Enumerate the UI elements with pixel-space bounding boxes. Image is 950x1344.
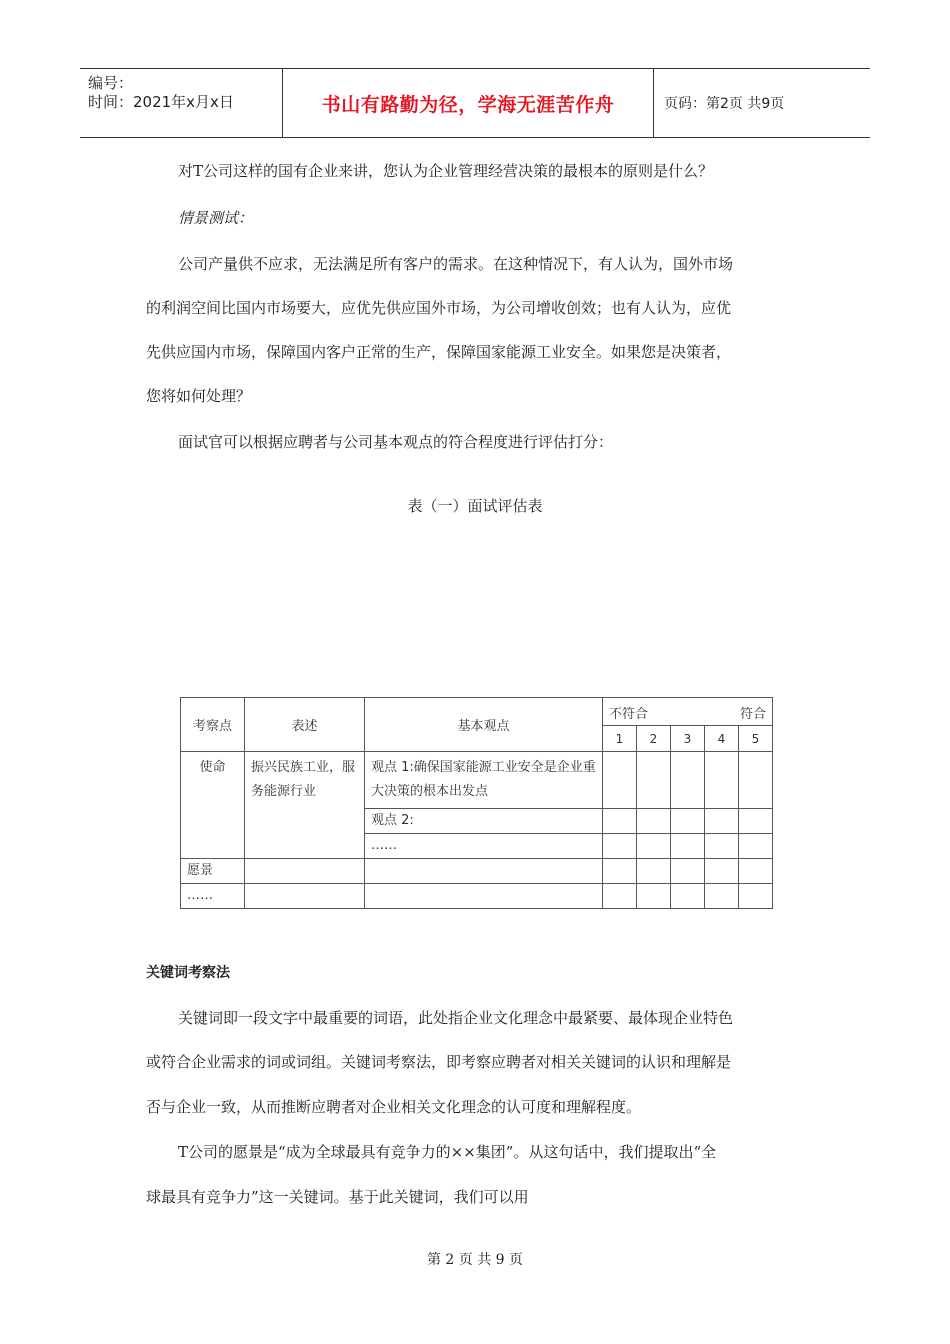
score-cell[interactable] bbox=[739, 859, 773, 884]
header-motto-cell bbox=[283, 69, 654, 137]
section-line-1: 关键词即一段文字中最重要的词语，此处指企业文化理念中最紧要、最体现企业特色 bbox=[178, 1009, 734, 1027]
score-cell[interactable] bbox=[671, 752, 705, 809]
score-cell[interactable] bbox=[637, 859, 671, 884]
viewpoint-more: …… bbox=[365, 834, 603, 859]
page-header bbox=[80, 68, 870, 138]
mission-label: 使命 bbox=[181, 752, 245, 859]
scale-number: 3 bbox=[671, 726, 705, 752]
more-statement-cell[interactable] bbox=[245, 884, 365, 909]
scale-high-label: 符合 bbox=[739, 707, 766, 722]
evaluation-table bbox=[180, 697, 773, 909]
section-title: 关键词考察法 bbox=[146, 965, 230, 981]
question-paragraph: 对T公司这样的国有企业来讲，您认为企业管理经营决策的最根本的原则是什么？ bbox=[178, 162, 714, 180]
score-cell[interactable] bbox=[705, 752, 739, 809]
section-line-5: 球最具有竞争力”这一关键词。基于此关键词，我们可以用 bbox=[146, 1188, 529, 1206]
header-viewpoint: 基本观点 bbox=[365, 698, 603, 752]
section-line-3: 否与企业一致，从而推断应聘者对企业相关文化理念的认可度和理解程度。 bbox=[146, 1098, 642, 1116]
viewpoint-1: 观点 1:确保国家能源工业安全是企业重大决策的根本出发点 bbox=[365, 752, 603, 809]
score-cell[interactable] bbox=[603, 884, 637, 909]
section-line-2: 或符合企业需求的词或词组。关键词考察法，即考察应聘者对相关关键词的认识和理解是 bbox=[146, 1053, 732, 1071]
score-cell[interactable] bbox=[603, 834, 637, 859]
header-meta bbox=[80, 69, 283, 137]
table-caption: 表（一）面试评估表 bbox=[407, 497, 543, 515]
scenario-title: 情景测试： bbox=[178, 209, 254, 227]
scenario-line-1: 公司产量供不应求，无法满足所有客户的需求。在这种情况下，有人认为，国外市场 bbox=[178, 255, 734, 273]
score-cell[interactable] bbox=[739, 752, 773, 809]
mission-statement: 振兴民族工业，服务能源行业 bbox=[245, 752, 365, 859]
scale-number: 1 bbox=[603, 726, 637, 752]
page-footer: 第 2 页 共 9 页 bbox=[426, 1252, 524, 1268]
scale-number: 4 bbox=[705, 726, 739, 752]
score-cell[interactable] bbox=[705, 834, 739, 859]
time-label: 时间：2021年x月x日 bbox=[88, 93, 234, 111]
score-cell[interactable] bbox=[705, 884, 739, 909]
score-cell[interactable] bbox=[637, 884, 671, 909]
score-cell[interactable] bbox=[739, 809, 773, 834]
vision-viewpoint-cell[interactable] bbox=[365, 859, 603, 884]
scale-number: 2 bbox=[637, 726, 671, 752]
scenario-line-2: 的利润空间比国内市场要大，应优先供应国外市场，为公司增收创效；也有人认为，应优 bbox=[146, 299, 732, 317]
scale-low-label: 不符合 bbox=[609, 707, 649, 722]
score-cell[interactable] bbox=[637, 752, 671, 809]
motto-text: 书山有路勤为径，学海无涯苦作舟 bbox=[321, 93, 615, 116]
header-point: 考察点 bbox=[181, 698, 245, 752]
score-cell[interactable] bbox=[671, 859, 705, 884]
vision-statement-cell[interactable] bbox=[245, 859, 365, 884]
header-statement: 表述 bbox=[245, 698, 365, 752]
page-info: 页码：第2页 共9页 bbox=[664, 96, 785, 112]
more-viewpoint-cell[interactable] bbox=[365, 884, 603, 909]
score-cell[interactable] bbox=[705, 859, 739, 884]
score-cell[interactable] bbox=[603, 752, 637, 809]
viewpoint-2: 观点 2: bbox=[365, 809, 603, 834]
scenario-line-4: 您将如何处理？ bbox=[146, 387, 252, 405]
header-page-cell bbox=[654, 69, 870, 137]
score-cell[interactable] bbox=[637, 834, 671, 859]
section-line-4: T公司的愿景是“成为全球最具有竞争力的××集团”。从这句话中，我们提取出“全 bbox=[178, 1143, 717, 1161]
score-cell[interactable] bbox=[603, 809, 637, 834]
score-cell[interactable] bbox=[603, 859, 637, 884]
score-cell[interactable] bbox=[705, 809, 739, 834]
scenario-line-3: 先供应国内市场，保障国内客户正常的生产，保障国家能源工业安全。如果您是决策者， bbox=[146, 343, 732, 361]
score-cell[interactable] bbox=[739, 834, 773, 859]
more-label: …… bbox=[181, 884, 245, 909]
score-cell[interactable] bbox=[739, 884, 773, 909]
score-cell[interactable] bbox=[671, 809, 705, 834]
score-cell[interactable] bbox=[671, 884, 705, 909]
score-cell[interactable] bbox=[671, 834, 705, 859]
score-cell[interactable] bbox=[637, 809, 671, 834]
number-label: 编号： bbox=[88, 74, 134, 92]
scale-number: 5 bbox=[739, 726, 773, 752]
header-scale bbox=[603, 698, 773, 726]
evaluation-note: 面试官可以根据应聘者与公司基本观点的符合程度进行评估打分： bbox=[178, 433, 614, 451]
vision-label: 愿景 bbox=[181, 859, 245, 884]
